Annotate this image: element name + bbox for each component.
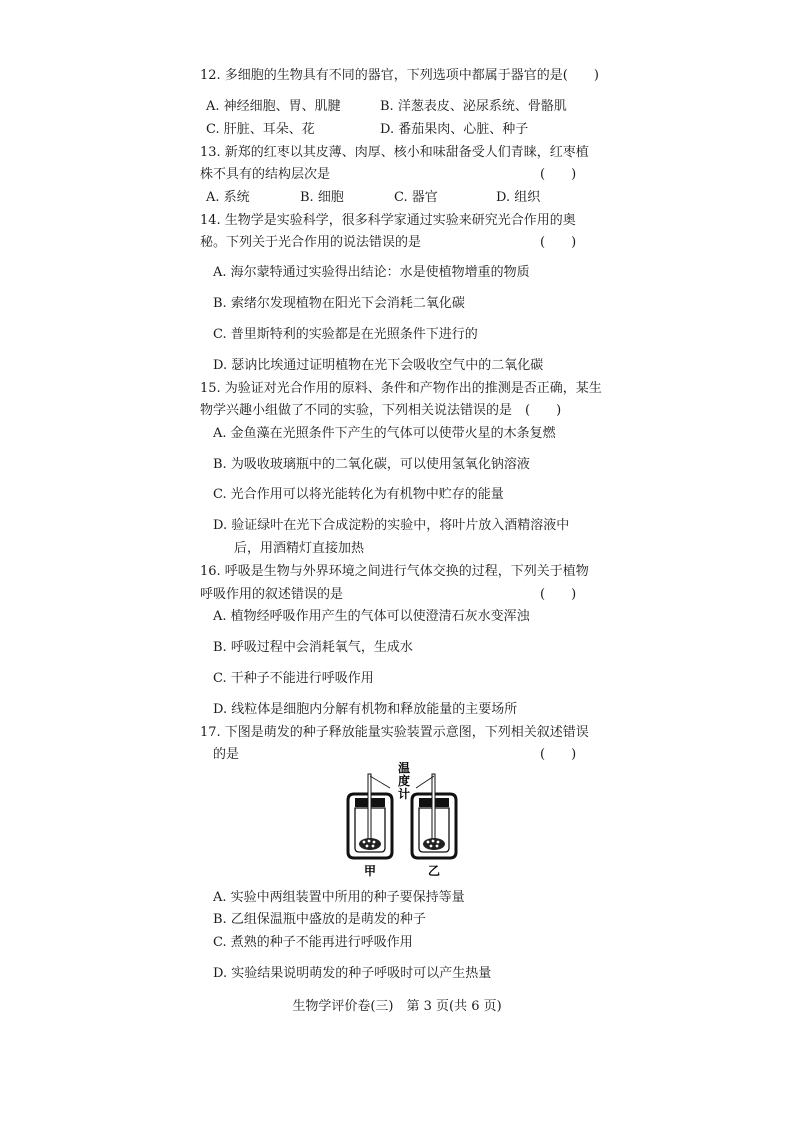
q15-option-d-line1: D. 验证绿叶在光下合成淀粉的实验中，将叶片放入酒精溶液中 [213, 518, 570, 533]
q12-option-c: C. 肝脏、耳朵、花 [206, 122, 315, 137]
q16-option-d: D. 线粒体是细胞内分解有机物和释放能量的主要场所 [213, 702, 518, 717]
q15-stem-line1: 15. 为验证对光合作用的原料、条件和产物作出的推测是否正确，某生 [200, 381, 602, 396]
q14-option-a: A. 海尔蒙特通过实验得出结论：水是使植物增重的物质 [213, 265, 530, 280]
q14-stem-line2: 秘。下列关于光合作用的说法错误的是 [200, 235, 422, 250]
q13-option-b: B. 细胞 [300, 190, 344, 205]
q13-answer-bracket: ( ) [540, 167, 577, 182]
q16-option-b: B. 呼吸过程中会消耗氧气，生成水 [213, 640, 413, 655]
q17-option-a: A. 实验中两组装置中所用的种子要保持等量 [213, 890, 465, 905]
q14-option-c: C. 普里斯特利的实验都是在光照条件下进行的 [213, 327, 478, 342]
q17-option-d: D. 实验结果说明萌发的种子呼吸时可以产生热量 [213, 966, 492, 981]
q17-option-b: B. 乙组保温瓶中盛放的是萌发的种子 [213, 912, 426, 927]
q12-option-d: D. 番茄果肉、心脏、种子 [380, 122, 529, 137]
q15-option-d-line2: 后，用酒精灯直接加热 [234, 541, 365, 556]
q17-option-c: C. 煮熟的种子不能再进行呼吸作用 [213, 935, 413, 950]
flask-label-yi: 乙 [427, 864, 441, 878]
q14-option-d: D. 瑟讷比埃通过证明植物在光下会吸收空气中的二氧化碳 [213, 358, 544, 373]
left-thermos-flask [348, 774, 392, 858]
thermometer-label-char-1: 温 [397, 762, 411, 775]
flask-label-jia: 甲 [363, 864, 377, 878]
page-footer: 生物学评价卷(三) 第 3 页(共 6 页) [292, 999, 502, 1014]
q12-stem: 12. 多细胞的生物具有不同的器官，下列选项中都属于器官的是( ) [200, 68, 599, 83]
q12-option-a: A. 神经细胞、胃、肌腱 [206, 99, 341, 114]
q16-answer-bracket: ( ) [540, 587, 577, 602]
q16-stem-line1: 16. 呼吸是生物与外界环境之间进行气体交换的过程，下列关于植物 [200, 564, 589, 579]
q17-stem-line1: 17. 下图是萌发的种子释放能量实验装置示意图，下列相关叙述错误 [200, 725, 589, 740]
q17-answer-bracket: ( ) [540, 747, 577, 762]
q14-stem-line1: 14. 生物学是实验科学，很多科学家通过实验来研究光合作用的奥 [200, 213, 576, 228]
q15-option-b: B. 为吸收玻璃瓶中的二氧化碳，可以使用氢氧化钠溶液 [213, 457, 530, 472]
q13-option-a: A. 系统 [206, 190, 250, 205]
q15-option-a: A. 金鱼藻在光照条件下产生的气体可以使带火星的木条复燃 [213, 426, 556, 441]
q17-stem-line2: 的是 [213, 747, 240, 762]
q16-option-a: A. 植物经呼吸作用产生的气体可以使澄清石灰水变浑浊 [213, 609, 530, 624]
q16-option-c: C. 干种子不能进行呼吸作用 [213, 671, 374, 686]
q15-option-c: C. 光合作用可以将光能转化为有机物中贮存的能量 [213, 487, 504, 502]
q13-option-d: D. 组织 [496, 190, 541, 205]
q12-option-b: B. 洋葱表皮、泌尿系统、骨骼肌 [380, 99, 567, 114]
q16-stem-line2: 呼吸作用的叙述错误的是 [200, 587, 344, 602]
q14-option-b: B. 索绪尔发现植物在阳光下会消耗二氧化碳 [213, 296, 465, 311]
thermometer-label-char-2: 度 [397, 774, 411, 788]
q13-option-c: C. 器官 [394, 190, 438, 205]
q15-stem-line2: 物学兴趣小组做了不同的实验，下列相关说法错误的是 ( ) [200, 403, 562, 418]
q14-answer-bracket: ( ) [540, 235, 577, 250]
q13-stem-line2: 株不具有的结构层次是 [200, 167, 331, 182]
q13-stem-line1: 13. 新郑的红枣以其皮薄、肉厚、核小和味甜备受人们青睐，红枣植 [200, 145, 589, 160]
thermos-experiment-figure [340, 762, 470, 880]
thermometer-label-char-3: 计 [397, 787, 411, 801]
